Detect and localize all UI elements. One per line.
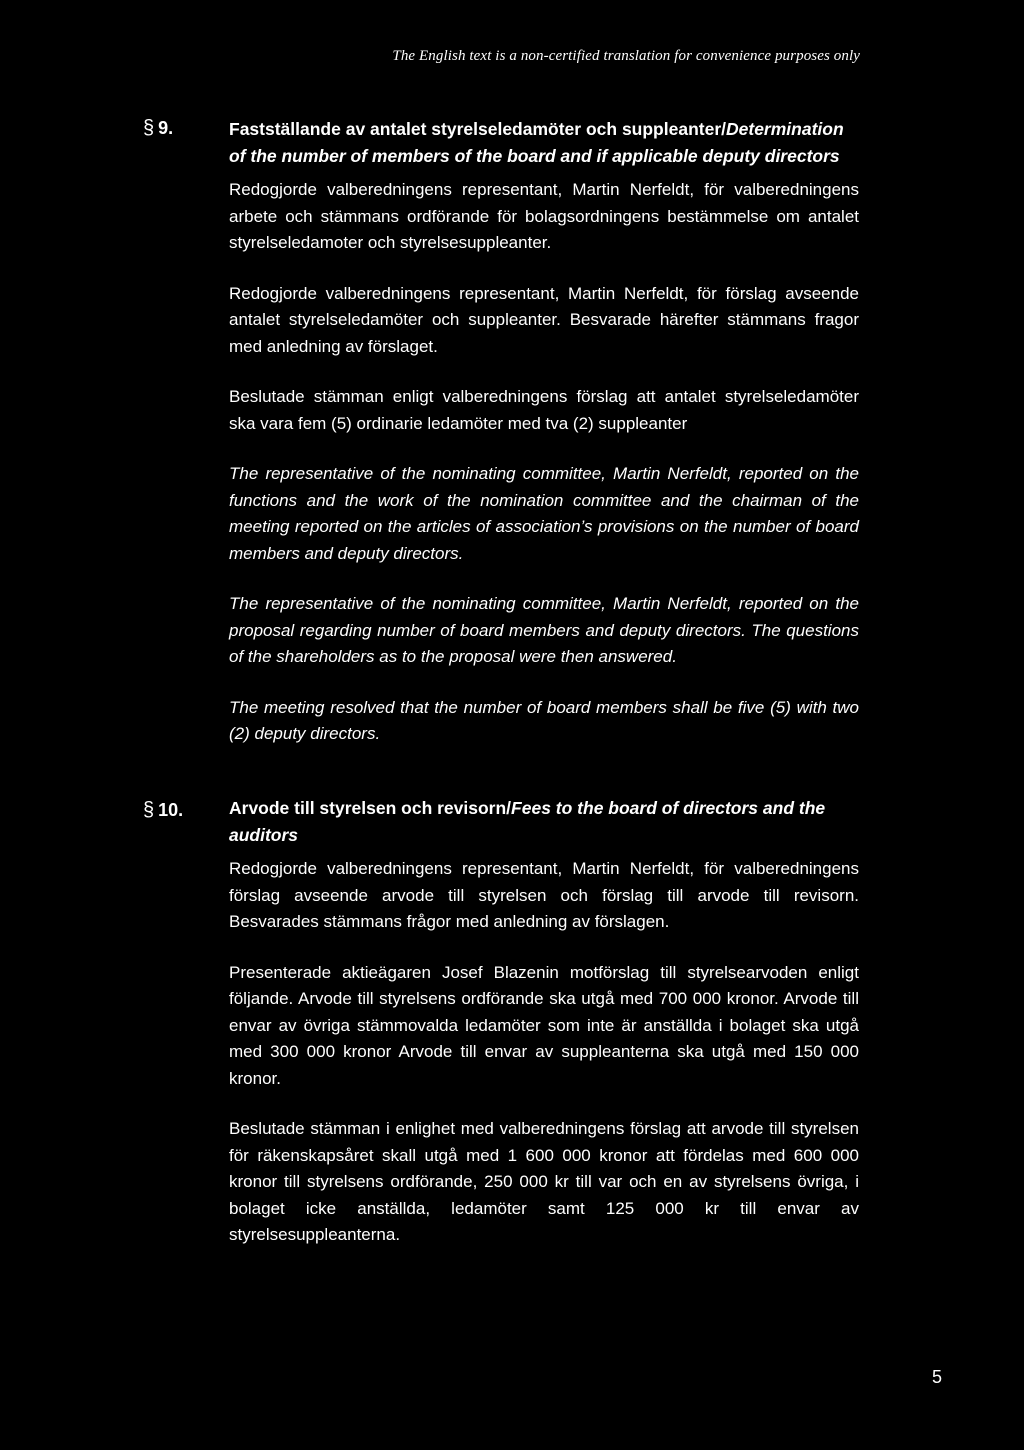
page-number: 5 — [931, 1367, 942, 1387]
paragraph-sv-1: Redogjorde valberedningens representant, Martin Nerfeldt, för valberedningens förslag avseende arvode till styrelsen och förslag till arvode till revisorn. Besvarades stämmans frågor med anledning av förslagen. — [229, 859, 859, 931]
translation-disclaimer: The English text is a non-certified translation for convenience purposes only — [392, 48, 860, 64]
paragraph-sv-2: Redogjorde valberedningens representant, Martin Nerfeldt, för förslag avseende antalet styrelseledamöter och suppleanter. Besvarade härefter stämmans fragor med anledning av förslaget. — [229, 283, 859, 356]
paragraph-sv-2: Presenterade aktieägaren Josef Blazenin motförslag till styrelsearvoden enligt följande. Arvode till styrelsens ordförande ska utgå med 700 000 kronor. Arvode till envar av övriga stämmovalda ledamöter som inte är anställda i bolaget ska utgå med 300 000 kronor Arvode till envar av suppleanterna ska utgå med 150 000 kronor. — [229, 962, 859, 1088]
paragraph-en-3: The meeting resolved that the number of board members shall be five (5) with two (2) deputy directors. — [229, 697, 859, 743]
section-heading — [229, 116, 859, 169]
heading-english: Determination of the number of members of the board and if applicable deputy directors — [229, 119, 844, 166]
section-body — [229, 795, 859, 1273]
paragraph-sv-1: Redogjorde valberedningens representant, Martin Nerfeldt, för valberedningens arbete och stämmans ordförande för bolagsordningens bestämmelse om antalet styrelseledamoter och styrelsesuppleanter. — [229, 180, 859, 252]
section-sign: § — [143, 117, 155, 139]
heading-swedish: Arvode till styrelsen och revisorn/ — [229, 798, 512, 818]
paragraph-sv-3: Beslutade stämman i enlighet med valberedningens förslag att arvode till styrelsen för räkenskapsåret skall utgå med 1 600 000 kronor att fördelas med 600 000 kronor till styrelsens ordförande, 250 000 kr till var och en av styrelsens övriga, i bolaget icke anställda, ledamöter samt 125 000 kr till envar av styrelsesuppleanterna. — [229, 1119, 859, 1244]
paragraph-sv-3: Beslutade stämman enligt valberedningens förslag att antalet styrelseledamöter ska vara fem (5) ordinarie ledamöter med tva (2) suppleanter — [229, 387, 859, 433]
paragraph-en-1: The representative of the nominating committee, Martin Nerfeldt, reported on the functions and the work of the nomination committee and the chairman of the meeting reported on the articles of association’s provisions on the number of board members and deputy directors. — [229, 464, 859, 563]
section-number: § 10. — [143, 799, 184, 821]
paragraph-en-2: The representative of the nominating committee, Martin Nerfeldt, reported on the proposal regarding number of board members and deputy directors. The questions of the shareholders as to the proposal were then answered. — [229, 594, 859, 666]
section-number: § 9. — [143, 117, 174, 139]
section-heading — [229, 795, 859, 848]
section-body — [229, 116, 859, 772]
heading-swedish: Fastställande av antalet styrelseledamöter och suppleanter/ — [229, 119, 726, 139]
heading-english: Fees to the board of directors and the auditors — [229, 798, 826, 845]
section-sign: § — [143, 799, 155, 821]
